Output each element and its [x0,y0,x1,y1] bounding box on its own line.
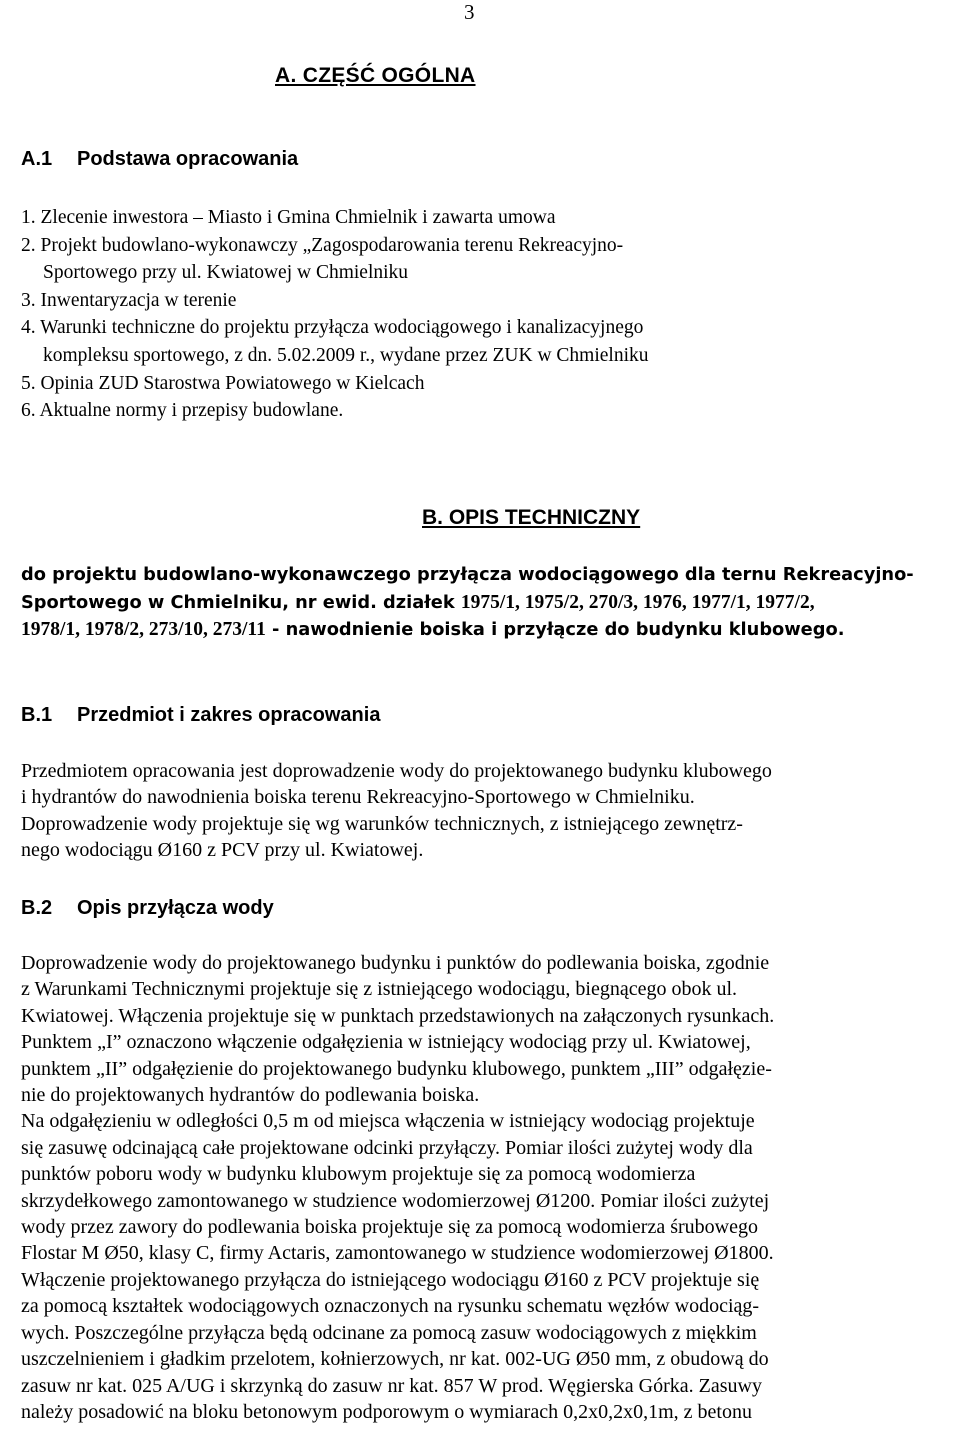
paragraph-line: punktów poboru wody w budynku klubowym projektuje się za pomocą wodomierza [21,1163,696,1186]
list-item-text: Inwentaryzacja w terenie [40,289,237,311]
paragraph-line: Doprowadzenie wody projektuje się wg warunków technicznych, z istniejącego zewnętrz- [21,812,743,835]
paragraph-line: nego wodociągu Ø160 z PCV przy ul. Kwiatowej. [21,839,424,862]
intro-line-1: do projektu budowlano-wykonawczego przyłącza wodociągowego dla ternu Rekreacyjno- [21,564,914,585]
list-item [21,397,648,425]
paragraph-line: Kwiatowej. Włączenia projektuje się w punktach przedstawionych na załączonych rysunkach. [21,1004,775,1027]
list-item-number: 4. [21,317,36,339]
paragraph-line: Na odgałęzieniu w odległości 0,5 m od miejsca włączenia w istniejący wodociąg projektuje [21,1110,755,1133]
list-item-text: Projekt budowlano-wykonawczy „Zagospodarowania terenu Rekreacyjno- [40,234,624,256]
list-item-text: Zlecenie inwestora – Miasto i Gmina Chmielnik i zawarta umowa [40,207,556,228]
section-b1-title: Przedmiot i zakres opracowania [77,704,381,726]
list-item-text-continued: Sportowego przy ul. Kwiatowej w Chmielniku [43,262,409,284]
paragraph-line: punktem „II” odgałęzienie do projektowanego budynku klubowego, punktem „III” odgałęzie- [21,1057,772,1080]
section-b1-heading [21,704,380,727]
list-item-number: 6. [21,400,36,422]
list-item [21,204,648,232]
paragraph-line: należy posadowić na bloku betonowym podporowym o wymiarach 0,2x0,2x0,1m, z betonu [21,1400,752,1423]
list-item-number: 5. [21,372,36,394]
intro-line-2b: 1975/1, 1975/2, 270/3, 1976, 1977/1, 1977/2, [460,591,815,613]
paragraph-line: zasuw nr kat. 025 A/UG i skrzynką do zasuw nr kat. 857 W prod. Węgierska Górka. Zasuwy [21,1374,762,1397]
paragraph-line: za pomocą kształtek wodociągowych oznaczonych na rysunku schematu węzłów wodociąg- [21,1295,760,1318]
paragraph-line: Przedmiotem opracowania jest doprowadzenie wody do projektowanego budynku klubowego [21,760,772,782]
paragraph-line: Punktem „I” oznaczono włączenie odgałęzienia w istniejący wodociąg przy ul. Kwiatowej, [21,1031,751,1054]
section-b2-title: Opis przyłącza wody [77,897,274,919]
section-a-heading: A. CZĘŚĆ OGÓLNA [275,64,476,87]
list-item-text: Warunki techniczne do projektu przyłącza wodociągowego i kanalizacyjnego [40,317,644,339]
intro-line-3a: 1978/1, 1978/2, 273/10, 273/11 [21,619,266,640]
section-b1-number: B.1 [21,704,53,726]
list-item-number: 2. [21,234,36,256]
section-b-heading: B. OPIS TECHNICZNY [422,506,641,529]
paragraph-line: się zasuwę odcinającą całe projektowane odcinki przyłączy. Pomiar ilości zużytej wody dla [21,1136,753,1159]
intro-line-2a: Sportowego w Chmielniku, nr ewid. działek [21,591,461,613]
paragraph-line: wych. Poszczególne przyłącza będą odcinane za pomocą zasuw wodociągowych z miękkim [21,1321,757,1344]
list-item-text-continued: kompleksu sportowego, z dn. 5.02.2009 r., wydane przez ZUK w Chmielniku [43,344,649,366]
paragraph-line: Włączenie projektowanego przyłącza do istniejącego wodociągu Ø160 z PCV projektuje się [21,1268,760,1291]
intro-line-3b: - nawodnienie boiska i przyłącze do budynku klubowego. [265,619,845,640]
paragraph-line: skrzydełkowego zamontowanego w studzience wodomierzowej Ø1200. Pomiar ilości zużytej [21,1189,770,1212]
list-item [21,287,648,315]
section-b1-paragraph [21,758,946,864]
section-b2-number: B.2 [21,897,53,919]
list-item-number: 3. [21,289,36,311]
section-b-intro [21,561,951,644]
page-number: 3 [464,0,475,24]
paragraph-line: i hydrantów do nawodnienia boiska terenu Rekreacyjno-Sportowego w Chmielniku. [21,786,695,809]
list-item [21,370,648,398]
list-item [21,232,648,287]
list-item-number: 1. [21,207,36,228]
section-b2-paragraph [21,950,946,1425]
list-item-text: Opinia ZUD Starostwa Powiatowego w Kielcach [40,372,425,394]
paragraph-line: uszczelnieniem i gładkim przelotem, kołnierzowych, nr kat. 002-UG Ø50 mm, z obudową do [21,1348,769,1371]
section-a1-title: Podstawa opracowania [77,148,299,170]
section-a1-heading [21,148,298,171]
paragraph-line: Flostar M Ø50, klasy C, firmy Actaris, zamontowanego w studzience wodomierzowej Ø1800. [21,1242,774,1265]
paragraph-line: Doprowadzenie wody do projektowanego budynku i punktów do podlewania boiska, zgodnie [21,952,770,974]
section-a1-number: A.1 [21,148,53,170]
section-b2-heading [21,897,274,920]
paragraph-line: wody przez zawory do podlewania boiska projektuje się za pomocą wodomierza śrubowego [21,1216,758,1239]
list-item [21,314,648,369]
paragraph-line: nie do projektowanych hydrantów do podlewania boiska. [21,1084,480,1107]
paragraph-line: z Warunkami Technicznymi projektuje się z istniejącego wodociągu, biegnącego obok ul. [21,978,738,1001]
list-item-text: Aktualne normy i przepisy budowlane. [39,400,344,422]
basis-list [21,204,648,425]
